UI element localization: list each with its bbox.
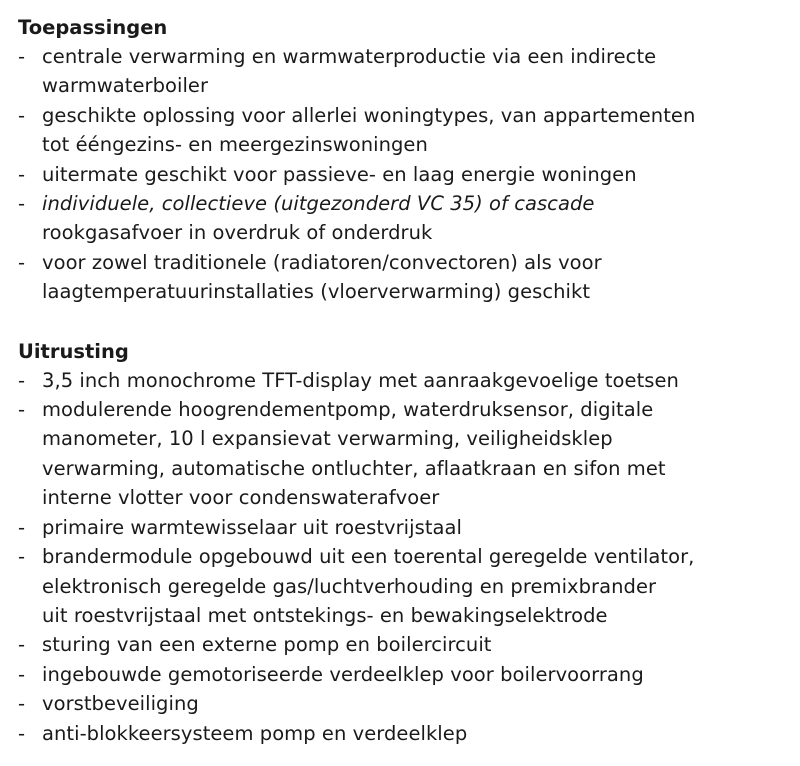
item-text: modulerende hoogrendementpomp, waterdruksensor, digitale [42,398,654,422]
bullet-dash: - [18,45,26,68]
item-text: elektronisch geregelde gas/luchtverhouding en premixbrander [42,574,657,598]
list-item [18,719,788,748]
bullet-dash: - [18,633,26,657]
item-text: centrale verwarming en warmwaterproductie via een indirecte [42,45,657,68]
item-text-italic: individuele, collectieve (uitgezonderd VC 35) of cascade [42,192,595,216]
list-item [18,366,788,395]
bullet-dash: - [18,662,26,686]
item-text: tot ééngezins- en meergezinswoningen [42,133,428,157]
list-item [18,630,788,659]
item-text: ingebouwde gemotoriseerde verdeelklep voor boilervoorrang [42,662,644,686]
item-text: anti-blokkeersysteem pomp en verdeelklep [42,721,468,745]
item-text: rookgasafvoer in overdruk of onderdruk [42,221,433,245]
item-text: vorstbeveiliging [42,692,199,716]
list-item [18,660,788,689]
bullet-dash: - [18,545,26,569]
item-text: geschikte oplossing voor allerlei woningtypes, van appartementen [42,103,696,127]
bullet-dash: - [18,162,26,186]
section-title-uitrusting: Uitrusting [18,339,129,363]
list-item [18,42,788,101]
list-item [18,160,788,189]
list-item [18,513,788,542]
item-text: warmwaterboiler [42,74,209,98]
uitrusting-list [18,366,788,748]
item-text: uit roestvrijstaal met ontstekings- en bewakingselektrode [42,603,608,627]
list-item [18,542,788,630]
item-text: interne vlotter voor condenswaterafvoer [42,486,440,510]
item-text: manometer, 10 l expansievat verwarming, veiligheidsklep [42,427,613,451]
bullet-dash: - [18,192,26,216]
list-item [18,189,788,248]
list-item [18,395,788,513]
bullet-dash: - [18,250,26,274]
section-spacer [18,307,788,337]
list-item [18,248,788,307]
bullet-dash: - [18,721,26,745]
toepassingen-list [18,42,788,307]
bullet-dash: - [18,515,26,539]
item-text: sturing van een externe pomp en boilercircuit [42,633,492,657]
list-item [18,689,788,718]
bullet-dash: - [18,103,26,127]
item-text: laagtemperatuurinstallaties (vloerverwarming) geschikt [42,280,591,304]
item-text: uitermate geschikt voor passieve- en laag energie woningen [42,162,637,186]
item-text: primaire warmtewisselaar uit roestvrijstaal [42,515,462,539]
item-text: brandermodule opgebouwd uit een toerental geregelde ventilator, [42,545,695,569]
bullet-dash: - [18,692,26,716]
item-text: 3,5 inch monochrome TFT-display met aanraakgevoelige toetsen [42,368,679,392]
bullet-dash: - [18,368,26,392]
list-item [18,101,788,160]
document-page [18,13,788,748]
item-text: verwarming, automatische ontluchter, aflaatkraan en sifon met [42,456,666,480]
section-title-toepassingen: Toepassingen [18,16,168,39]
item-text: voor zowel traditionele (radiatoren/convectoren) als voor [42,250,602,274]
bullet-dash: - [18,398,26,422]
